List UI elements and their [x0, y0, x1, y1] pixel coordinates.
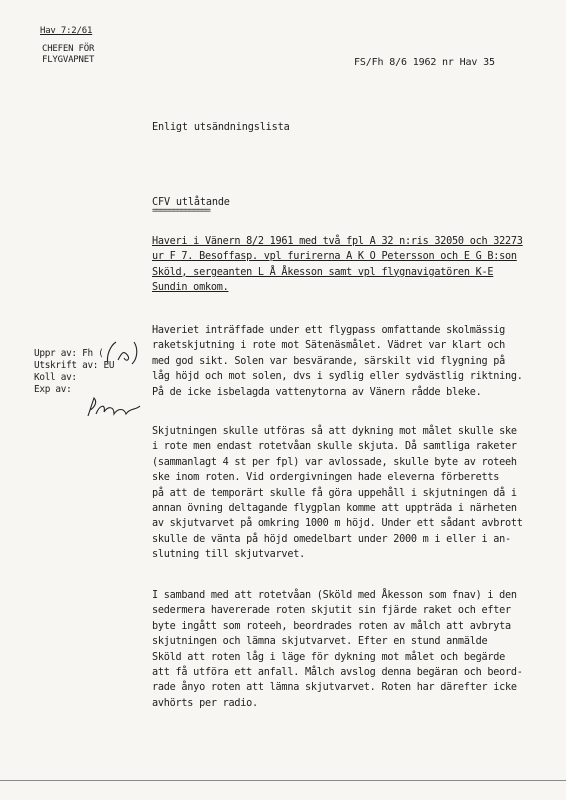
body-line: skjutningen och lämna skjutvarvet. Efter en stund anmälde	[152, 636, 488, 648]
archive-reference: Hav 7:2/61	[40, 26, 93, 36]
body-line: på att de temporärt skulle få göra uppehåll i skjutningen då i	[152, 487, 517, 499]
subject-line: ur F 7. Besoffasp. vpl furirerna A K O Petersson och E G B:son	[152, 251, 517, 263]
subject-block	[152, 234, 566, 296]
body-line: På de icke isbelagda vattenytorna av Vänern rådde bleke.	[152, 386, 482, 398]
document-heading: CFV utlåtande	[152, 197, 230, 208]
routing-line-typed: Utskrift av: EU	[34, 360, 115, 371]
subject-line: Haveri i Vänern 8/2 1961 med två fpl A 32 n:ris 32050 och 32273	[152, 236, 523, 247]
handwritten-initial-mark	[104, 338, 144, 368]
body-line: avhörts per radio.	[152, 697, 258, 709]
routing-line-checked: Koll av:	[34, 372, 77, 383]
body-line: sedermera havererade roten skjutit sin fjärde raket och efter	[152, 605, 511, 617]
body-line: Haveriet inträffade under ett flygpass omfattande skolmässig	[152, 325, 506, 336]
body-line: Skjutningen skulle utföras så att dykning mot målet skulle ske	[152, 426, 517, 437]
body-line: rade ånyo roten att lämna skjutvarvet. Roten har därefter icke	[152, 682, 517, 694]
body-line: ske inom roten. Vid ordergivningen hade eleverna förberetts	[152, 472, 500, 484]
dossier-number: FS/Fh 8/6 1962 nr Hav 35	[354, 57, 495, 68]
body-line: slutning till skjutvarvet.	[152, 549, 305, 561]
organization-line-1: CHEFEN FÖR	[42, 44, 95, 54]
heading-underline: ==============	[152, 206, 210, 216]
routing-line-dispatched: Exp av:	[34, 384, 72, 395]
organization-line-2: FLYGVAPNET	[42, 55, 95, 65]
body-line: av skjutvarvet på omkring 1000 m höjd. Under ett sådant avbrott	[152, 518, 523, 530]
paragraph-shooting-procedure	[152, 424, 566, 563]
body-line: låg höjd och mot solen, dvs i sydlig eller sydvästlig riktning.	[152, 371, 523, 383]
body-line: annan övning deltagande flygplan komme att uppträda i närheten	[152, 503, 517, 515]
subject-line: Sköld, sergeanten L Å Åkesson samt vpl flygnavigatören K-E	[152, 266, 494, 278]
routing-line-prepared: Uppr av: Fh (	[34, 348, 104, 359]
body-line: byte ingått som roteeh, beordrades roten av målch att avbryta	[152, 620, 511, 632]
body-line: att få utföra ett anfall. Målch avslog denna begäran och beord-	[152, 667, 523, 679]
handwritten-signature	[84, 394, 144, 420]
body-line: med god sikt. Solen var besvärande, särskilt vid flygning på	[152, 355, 506, 367]
distribution-note: Enligt utsändningslista	[152, 122, 290, 133]
body-line: raketskjutning i rote mot Sätenäsmålet. Vädret var klart och	[152, 340, 506, 352]
paragraph-incident	[152, 588, 566, 711]
body-line: I samband med att rotetvåan (Sköld med Åkesson som fnav) i den	[152, 590, 517, 601]
body-line: Sköld att roten låg i läge för dykning mot målet och begärde	[152, 651, 506, 663]
body-line: skulle de vänta på höjd omedelbart under 2000 m i eller i an-	[152, 533, 511, 545]
paragraph-weather	[152, 323, 566, 400]
body-line: (sammanlagt 4 st per fpl) var avlossade, skulle byte av roteeh	[152, 456, 517, 468]
page-bottom-edge-line	[0, 780, 566, 781]
body-line: i rote men endast rotetvåan skulle skjuta. Då samtliga raketer	[152, 441, 517, 453]
subject-line: Sundin omkom.	[152, 282, 229, 294]
